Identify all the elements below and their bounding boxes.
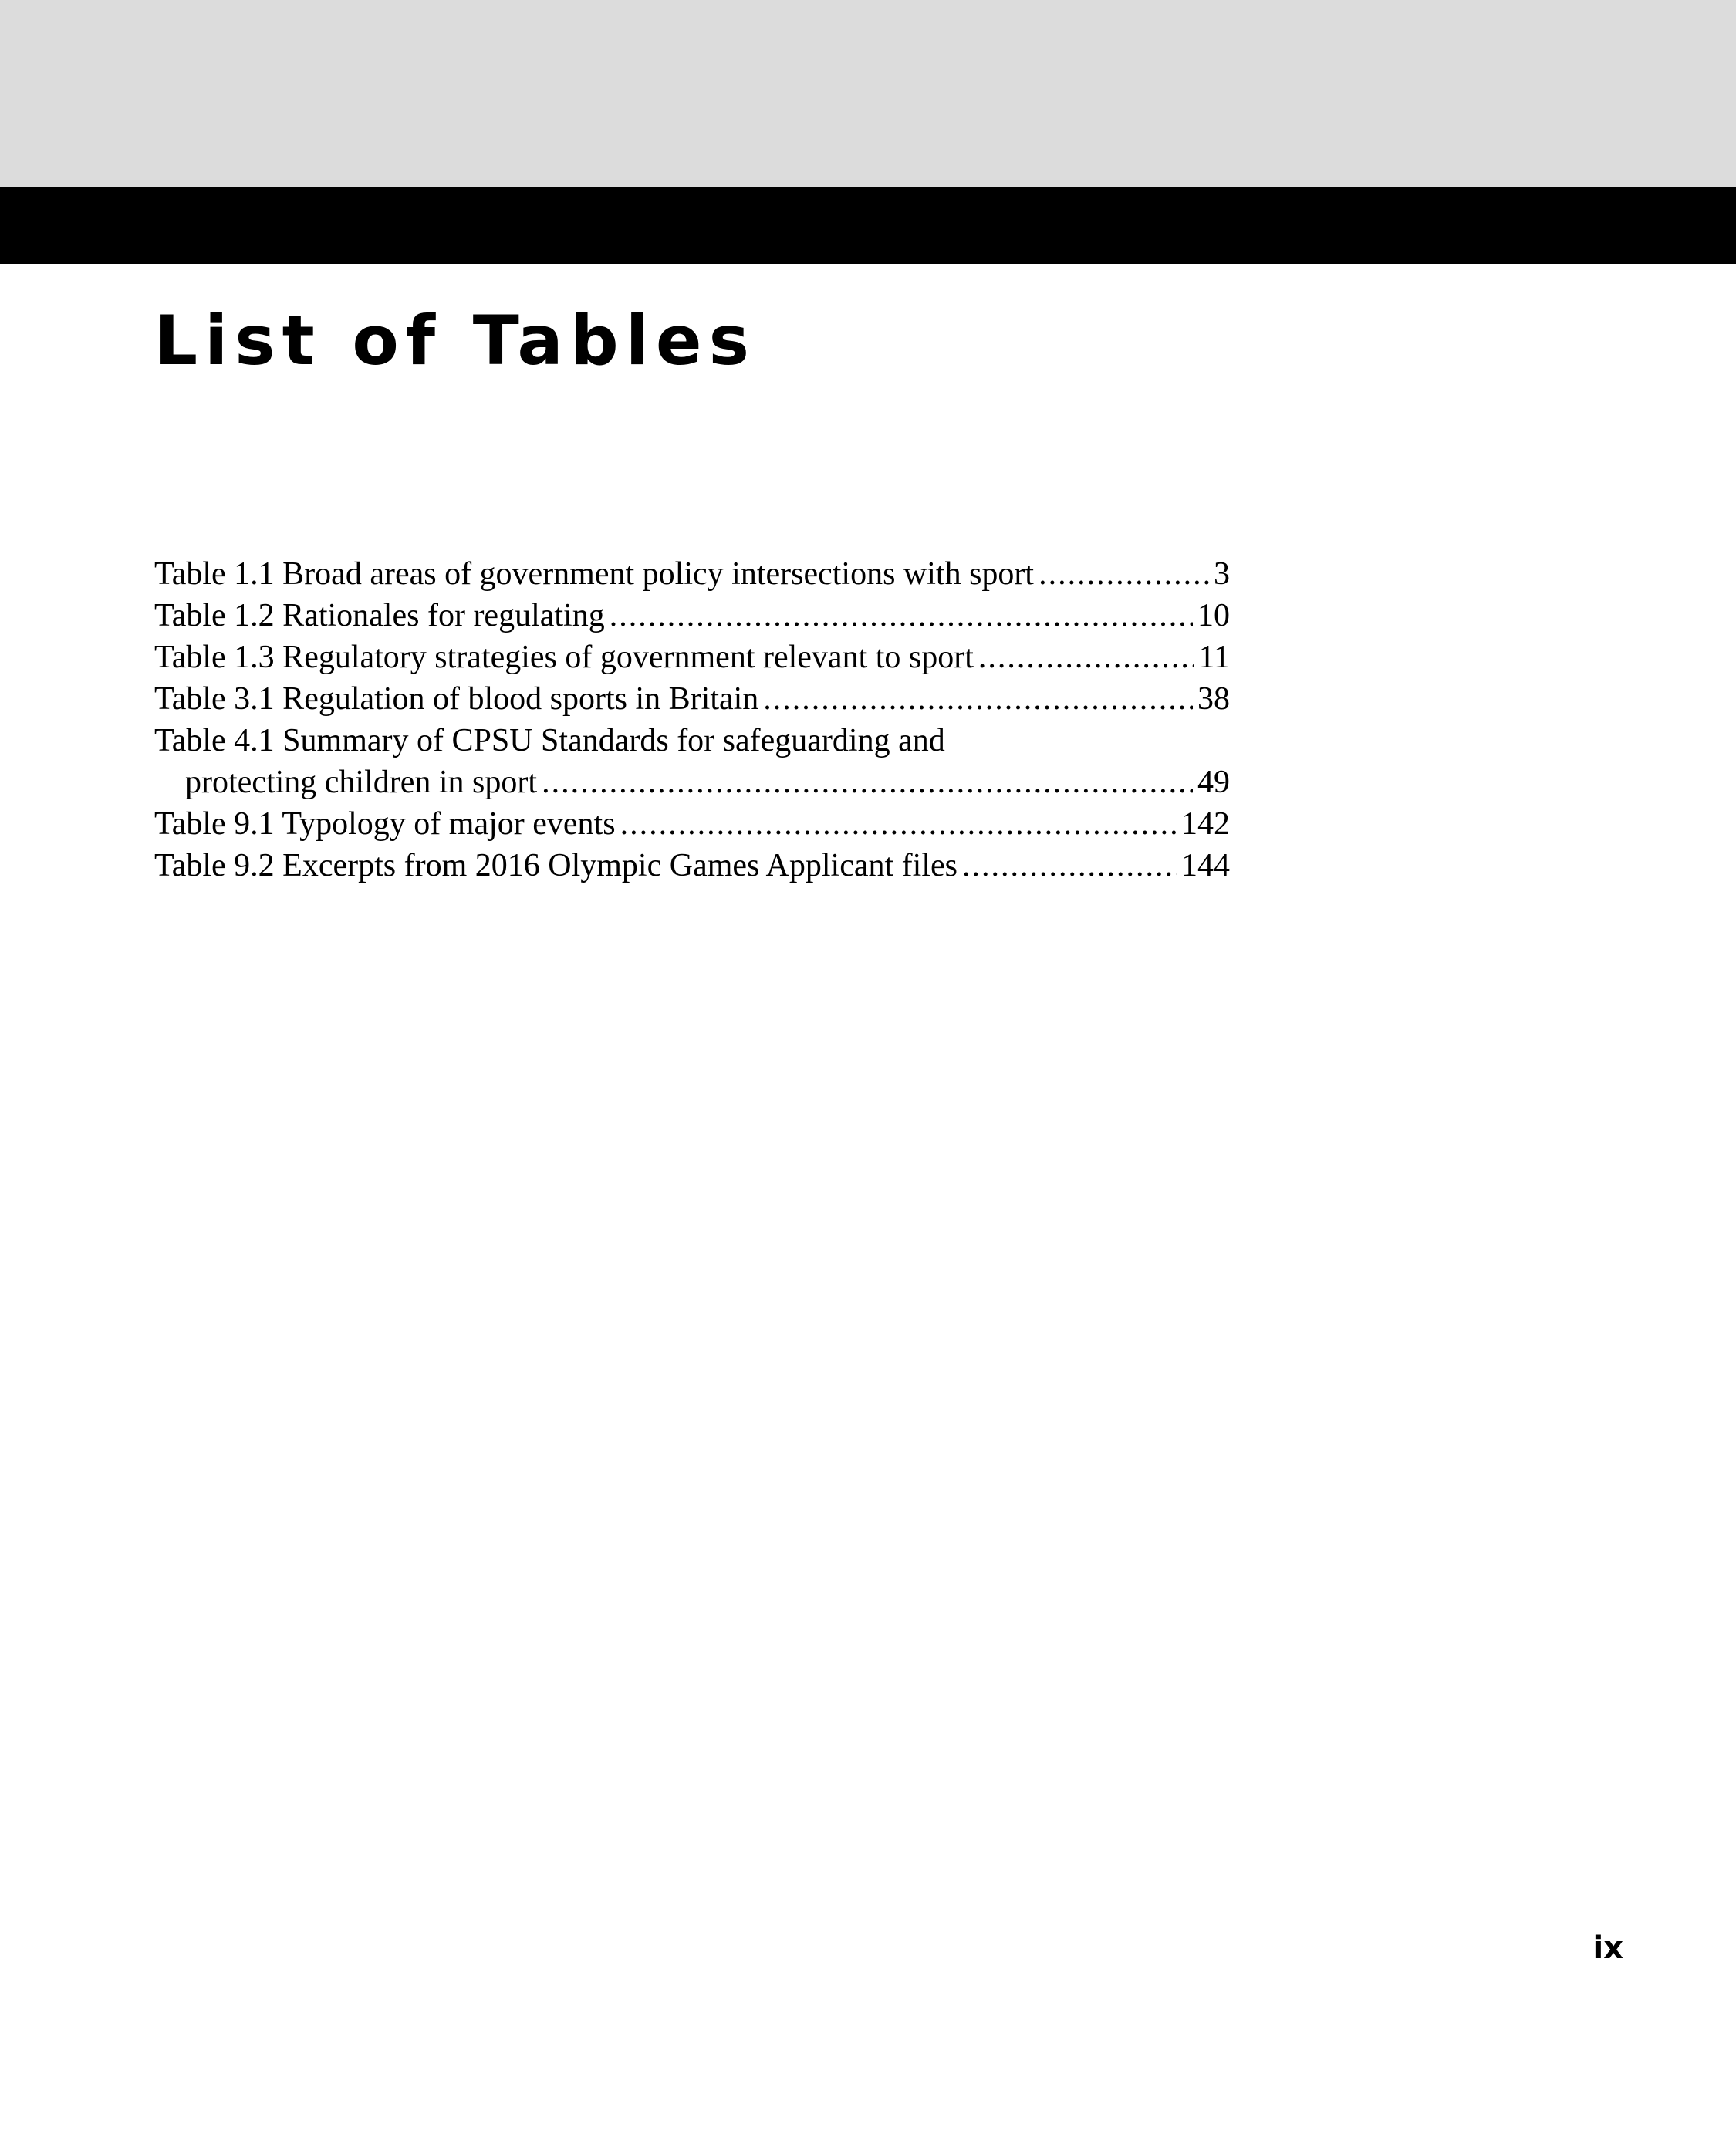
toc-entry-page: 38 [1197, 681, 1230, 717]
toc-entry[interactable] [154, 720, 1230, 803]
toc-entry[interactable] [154, 637, 1230, 678]
toc-entry-label: Table 1.3 Regulatory strategies of government relevant to sport [154, 640, 974, 675]
toc-entry-label: Table 3.1 Regulation of blood sports in Britain [154, 681, 759, 717]
toc-entry-label: Table 1.2 Rationales for regulating [154, 598, 605, 633]
dot-leader [542, 762, 1193, 803]
toc-entry[interactable] [154, 845, 1230, 886]
toc-entry[interactable] [154, 553, 1230, 595]
toc-entry-page: 144 [1181, 848, 1230, 883]
dot-leader [962, 845, 1177, 886]
toc-entry-label: Table 9.2 Excerpts from 2016 Olympic Games Applicant files [154, 848, 958, 883]
dot-leader [610, 595, 1193, 637]
toc-entry-page: 10 [1197, 598, 1230, 633]
dot-leader [763, 678, 1193, 720]
toc-entry-page: 49 [1197, 765, 1230, 800]
header-band [0, 0, 1736, 187]
toc-entry-label: Table 4.1 Summary of CPSU Standards for safeguarding and [154, 723, 945, 758]
toc-entry-label: Table 9.1 Typology of major events [154, 806, 616, 842]
dot-leader [620, 803, 1177, 845]
dot-leader [1039, 553, 1209, 595]
toc-entry-page: 3 [1214, 556, 1230, 592]
toc-entry[interactable] [154, 678, 1230, 720]
list-of-tables [154, 553, 1230, 886]
toc-entry-page: 11 [1198, 640, 1230, 675]
page-number: ix [1592, 1930, 1623, 1966]
toc-entry-page: 142 [1181, 806, 1230, 842]
toc-entry-label: Table 1.1 Broad areas of government policy intersections with sport [154, 556, 1035, 592]
header-bar [0, 187, 1736, 264]
toc-entry[interactable] [154, 595, 1230, 637]
toc-entry[interactable] [154, 803, 1230, 845]
page-title: List of Tables [154, 301, 756, 380]
dot-leader [978, 637, 1194, 678]
toc-entry-label-continuation: protecting children in sport [185, 765, 538, 800]
